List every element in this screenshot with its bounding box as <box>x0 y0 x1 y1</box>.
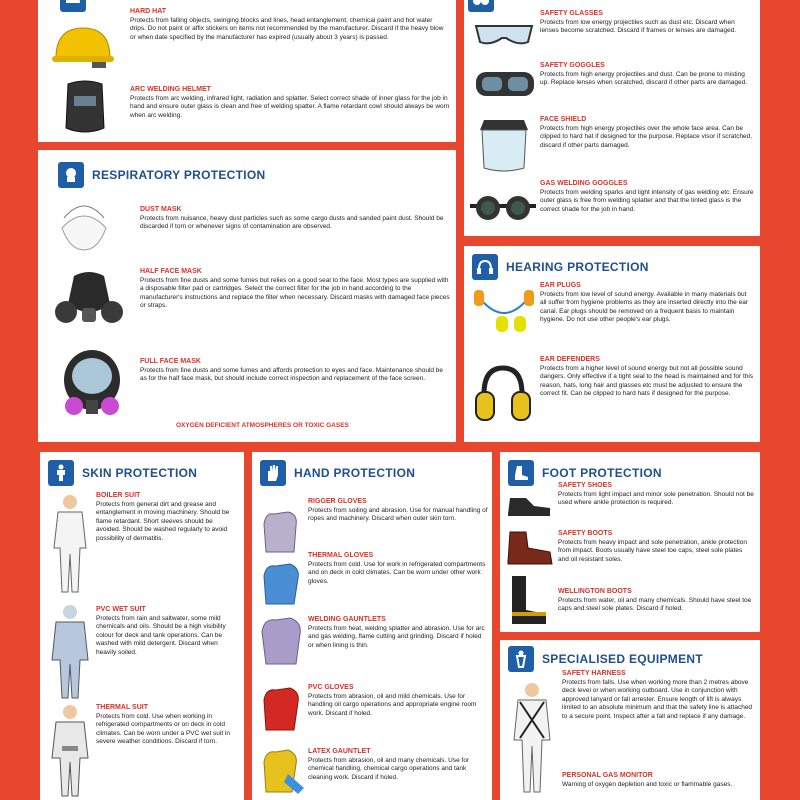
safety-shoes-item <box>558 482 754 508</box>
hearing-protection-title <box>472 254 649 280</box>
foot-title-text: FOOT PROTECTION <box>542 466 662 480</box>
face-shield-image <box>474 114 534 176</box>
rigger-gloves-image <box>258 506 302 556</box>
item-desc: Protects from fine dusts and some fumes and affords protection to eyes and face. Maintenance should be as for the half face mask, but should include correct inspection and replacement of the face screen. <box>140 367 444 383</box>
item-name: ARC WELDING HELMET <box>130 86 211 93</box>
hard-hat-item <box>130 8 450 42</box>
item-name: FACE SHIELD <box>540 116 587 123</box>
safety-shoes-image <box>504 490 554 520</box>
item-desc: Protects from low energy projectiles such as dust etc. Discard when lenses become scratched. Discard if frames or lenses are damaged. <box>540 19 737 35</box>
item-desc: Protects from abrasion, oil and mild chemicals. Use for handling oil cargo operations and appropriate engine room work. Discard if holed. <box>308 693 477 717</box>
welding-helmet-image <box>60 78 110 136</box>
respiratory-protection-title <box>58 162 266 188</box>
head-protection-title <box>60 0 86 12</box>
welding-helmet-item <box>130 86 450 120</box>
safety-glasses-item <box>540 10 754 36</box>
safety-goggles-item <box>540 62 754 88</box>
skin-title-text: SKIN PROTECTION <box>82 466 198 480</box>
item-desc: Protects from high energy projectiles over the whole face area. Can be clipped to hard hat if designed for the purpose. Replace visor if scratched, discard if other parts damaged. <box>540 125 753 149</box>
full-face-mask-item <box>140 358 450 384</box>
gas-welding-goggles-image <box>468 190 538 226</box>
item-name: SAFETY GOGGLES <box>540 62 605 69</box>
head-protection-panel <box>38 0 456 142</box>
item-desc: Protects from welding sparks and light intensity of gas welding etc. Ensure outer glass is free from welding splatter and that the tinted glass is the correct shade for the job in hand. <box>540 189 754 213</box>
thermal-suit-item <box>96 704 238 747</box>
item-name: LATEX GAUNTLET <box>308 748 371 755</box>
pvc-wet-suit-image <box>48 602 92 702</box>
coverall-icon <box>48 460 74 486</box>
safety-glasses-image <box>472 16 536 52</box>
safety-goggles-image <box>472 64 538 102</box>
item-name: PERSONAL GAS MONITOR <box>562 772 653 779</box>
hard-hat-image <box>50 18 116 70</box>
item-name: THERMAL GLOVES <box>308 552 374 559</box>
eye-protection-panel <box>464 0 760 236</box>
item-desc: Protects from high energy projectiles and dust. Can be prone to misting up. Replace lenses when scratched, discard if other parts are damaged. <box>540 71 748 87</box>
item-name: WELLINGTON BOOTS <box>558 588 632 595</box>
hard-hat-icon <box>60 0 86 12</box>
hand-protection-panel <box>252 452 492 800</box>
item-desc: Protects from cold. Use for work in refrigerated compartments and on deck in cold climates. Can be worn under other work gloves. <box>308 561 486 585</box>
pvc-wet-suit-item <box>96 606 238 657</box>
safety-harness-item <box>562 670 754 721</box>
skin-protection-title <box>48 460 197 486</box>
item-desc: Protects from abrasion, oil and many chemicals. Use for chemical handling, chemical cargo operations and tank cleaning work. Discard if holed. <box>308 757 470 781</box>
specialised-equipment-title <box>508 646 703 672</box>
dust-mask-image <box>54 198 114 254</box>
item-desc: Protects from arc welding, infrared light, radiation and splatter. Select correct shade of inner glass for the job in hand and ensure outer glass is clean and free of welding spatter. A flame retardant cowl should always be worn when arc welding. <box>130 95 450 119</box>
thermal-gloves-image <box>258 560 304 608</box>
special-title-text: SPECIALISED EQUIPMENT <box>542 652 703 666</box>
item-desc: Warning of oxygen depletion and toxic or flammable gases. <box>562 781 733 789</box>
hearing-title-text: HEARING PROTECTION <box>506 260 649 274</box>
harness-icon <box>508 646 534 672</box>
respiratory-protection-panel <box>38 150 456 442</box>
safety-harness-image <box>506 680 558 796</box>
latex-gauntlet-item <box>308 748 488 782</box>
item-name: SAFETY SHOES <box>558 482 612 489</box>
item-name: PVC WET SUIT <box>96 606 146 613</box>
item-desc: Protects from general dirt and grease and entanglement in moving machinery. Should be flame retardant. Short sleeves should be avoided. Should be washed regularly to avoid possibility of dermatitis. <box>96 501 230 542</box>
boot-icon <box>508 460 534 486</box>
item-name: GAS WELDING GOGGLES <box>540 180 628 187</box>
wellington-boots-item <box>558 588 754 614</box>
thermal-suit-image <box>48 702 92 798</box>
welding-gauntlets-item <box>308 616 488 650</box>
skin-protection-panel <box>40 452 244 800</box>
respiratory-title-text: RESPIRATORY PROTECTION <box>92 168 266 182</box>
item-desc: Protects from rain and saltwater, some mild chemicals and oils. Should be a high visibility colour for deck and tank operations. Can be washed with mild detergent. Discard when heavily soiled. <box>96 615 226 656</box>
item-desc: Protects from fine dusts and some fumes but relies on a good seal to the face. Most types are supplied with a disposable filter pad or cartridges. Select the correct filter for the job in hand according to the manufacturer's instructions and replace the filter when necessary. Discard masks with damaged face pieces or straps. <box>140 277 450 310</box>
boiler-suit-item <box>96 492 238 543</box>
item-name: THERMAL SUIT <box>96 704 148 711</box>
pvc-gloves-item <box>308 684 488 718</box>
safety-boots-image <box>502 528 556 568</box>
item-name: SAFETY HARNESS <box>562 670 626 677</box>
item-desc: Protects from light impact and minor sole penetration. Should not be used where ankle protection is required. <box>558 491 754 507</box>
boiler-suit-image <box>48 492 92 596</box>
ear-protection-icon <box>472 254 498 280</box>
ear-defenders-item <box>540 356 754 399</box>
face-shield-item <box>540 116 754 150</box>
latex-gauntlet-image <box>258 744 308 796</box>
item-desc: Protects from cold. Use when working in refrigerated compartments or on deck in cold climates. Can be worn under a PVC wet suit in severe weather conditions. Discard if torn. <box>96 713 231 746</box>
dust-mask-item <box>140 206 450 232</box>
rigger-gloves-item <box>308 498 488 524</box>
ear-plugs-image <box>470 286 538 338</box>
wellington-boots-image <box>506 572 552 626</box>
pvc-gloves-image <box>258 682 304 734</box>
respirator-icon <box>58 162 84 188</box>
full-face-mask-image <box>54 346 130 422</box>
item-desc: Protects from water, oil and many chemicals. Should have steel toe caps and steel sole plates. Discard if holed. <box>558 597 752 613</box>
glove-icon <box>260 460 286 486</box>
hand-title-text: HAND PROTECTION <box>294 466 416 480</box>
item-name: BOILER SUIT <box>96 492 141 499</box>
gas-welding-goggles-item <box>540 180 754 214</box>
goggles-icon <box>468 0 494 12</box>
item-name: FULL FACE MASK <box>140 358 201 365</box>
item-name: SAFETY BOOTS <box>558 530 613 537</box>
item-name: RIGGER GLOVES <box>308 498 367 505</box>
item-name: EAR PLUGS <box>540 282 581 289</box>
thermal-gloves-item <box>308 552 488 586</box>
foot-protection-panel <box>500 452 760 632</box>
safety-boots-item <box>558 530 754 564</box>
ear-plugs-item <box>540 282 754 325</box>
hand-protection-title <box>260 460 415 486</box>
ear-defenders-image <box>472 362 534 426</box>
specialised-equipment-panel <box>500 640 760 800</box>
item-name: PVC GLOVES <box>308 684 354 691</box>
respiratory-note: OXYGEN DEFICIENT ATMOSPHERES OR TOXIC GASES <box>176 422 349 429</box>
item-name: DUST MASK <box>140 206 182 213</box>
half-face-mask-item <box>140 268 450 311</box>
item-desc: Protects from nuisance, heavy dust particles such as some cargo dusts and sanded paint dust. Should be discarded if torn or whenever signs of contamination are observed. <box>140 215 444 231</box>
personal-gas-monitor-item <box>562 772 754 789</box>
item-name: HARD HAT <box>130 8 167 15</box>
item-desc: Protects from falls. Use when working more than 2 metres above deck level or when working outboard. Use in conjunction with approved lanyard or fall arrester. Ensure length of lift is always limited to an absolute minimum and that the safety line is attached to a secure point. Inspect after a fall and replace if any damage. <box>562 679 753 720</box>
hearing-protection-panel <box>464 246 760 442</box>
item-desc: Protects from a higher level of sound energy but not all possible sound dangers. Only effective if a tight seal to the head is maintained and for this reason, hats, long hair and glasses etc must be adjusted to ensure the correct fit. Can be clipped to hard hats if designed for the purpose. <box>540 365 754 398</box>
half-face-mask-image <box>54 268 124 334</box>
item-name: WELDING GAUNTLETS <box>308 616 386 623</box>
item-desc: Protects from heavy impact and sole penetration, ankle protection from impact. Boots usually have steel toe caps, steel sole plates and oil resistant soles. <box>558 539 747 563</box>
welding-gauntlets-image <box>256 612 308 668</box>
item-desc: Protects from low level of sound energy. Available in many materials but all suffer from hygiene problems as they are inserted directly into the ear canal. Ear plugs should be removed on a frequent basis to maintain hygiene. Do not use other people's ear plugs. <box>540 291 748 324</box>
item-name: SAFETY GLASSES <box>540 10 603 17</box>
eye-protection-title <box>468 0 494 12</box>
item-name: EAR DEFENDERS <box>540 356 600 363</box>
item-desc: Protects from falling objects, swinging blocks and lines, head entanglement, chemical paint and hot water drips. Do not paint or affix stickers on items not recommended by the manufacturer. Discard if the heavy blow or when date specified by the manufacturer has expired (usually about 3 years) is passed. <box>130 17 444 41</box>
item-desc: Protects from soiling and abrasion. Use for manual handling of ropes and machinery. Discard when outer skin torn. <box>308 507 488 523</box>
item-name: HALF FACE MASK <box>140 268 202 275</box>
item-desc: Protects from heat, welding splatter and abrasion. Use for arc and gas welding, flame cutting and grinding. Discard if holed or when lining is thin. <box>308 625 485 649</box>
